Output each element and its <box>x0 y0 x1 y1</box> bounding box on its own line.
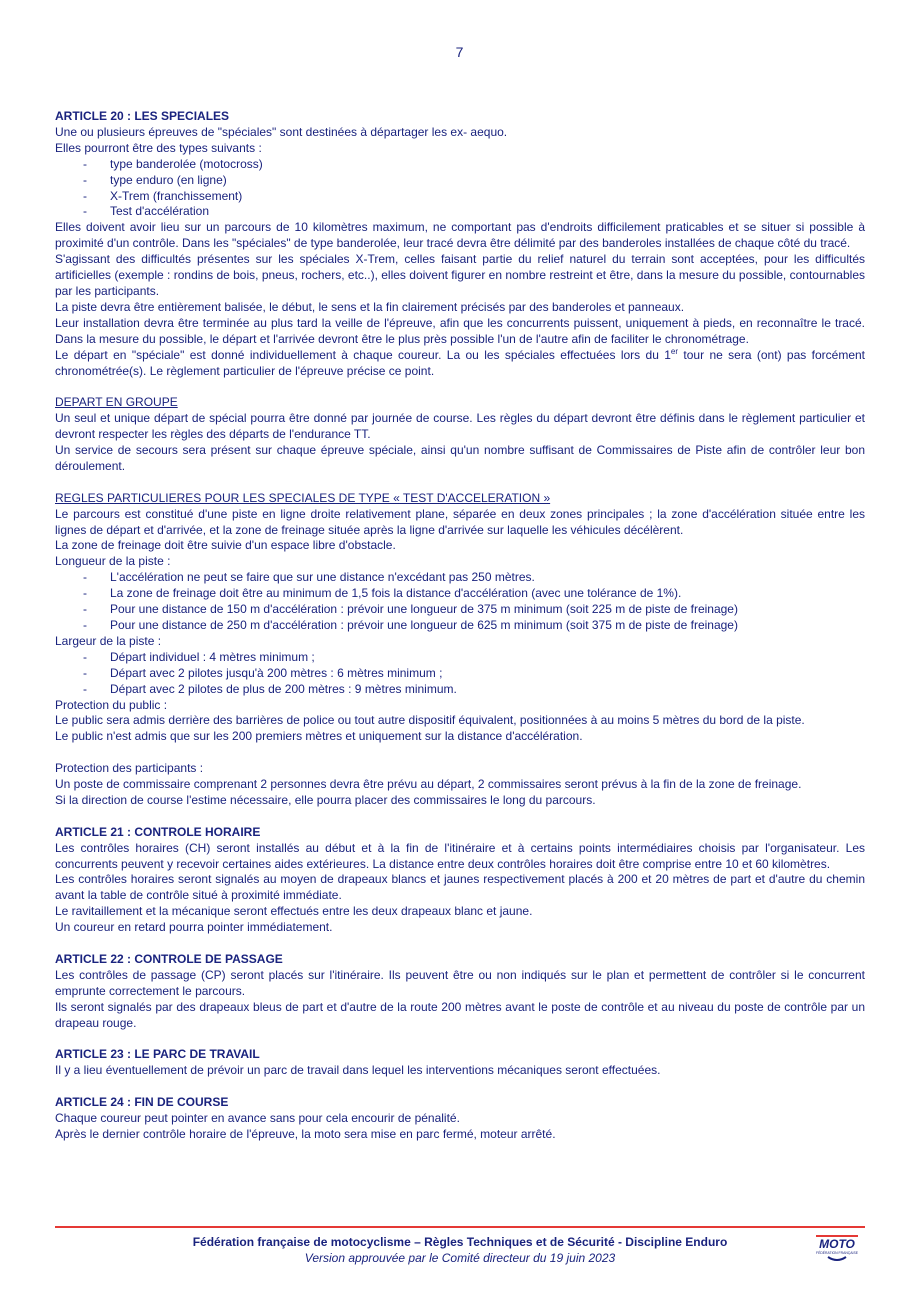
article-24-title: ARTICLE 24 : FIN DE COURSE <box>55 1095 229 1110</box>
article-21-title: ARTICLE 21 : CONTROLE HORAIRE <box>55 824 261 839</box>
largeur-list <box>55 650 865 698</box>
list-item: - L'accélération ne peut se faire que sur une distance n'excédant pas 250 mètres. <box>83 570 535 585</box>
paragraph: Les contrôles horaires seront signalés au moyen de drapeaux blancs et jaunes respectivement placés à 200 et 20 mètres de part et d'autre du chemin avant la table de contrôle situé à proximité immédiate. <box>55 872 865 903</box>
footer-version: Version approuvée par le Comité directeur du 19 juin 2023 <box>304 1251 616 1265</box>
paragraph: S'agissant des difficultés présentes sur les spéciales X-Trem, celles faisant partie du relief naturel du terrain sont acceptées, pour les difficultés artificielles (exemple : rondins de bois, pneus, rochers, etc..), elles doivent figurer en nombre restreint et être, dans la mesure du possible, contournables par les participants. <box>55 252 865 298</box>
list-item: - Départ avec 2 pilotes de plus de 200 mètres : 9 mètres minimum. <box>83 681 457 696</box>
paragraph: Le ravitaillement et la mécanique seront effectués entre les deux drapeaux blanc et jaune. <box>55 904 533 919</box>
regles-test-title: REGLES PARTICULIERES POUR LES SPECIALES DE TYPE « TEST D'ACCELERATION » <box>55 490 551 505</box>
list-item: - Départ individuel : 4 mètres minimum ; <box>83 649 315 664</box>
depart-groupe-title: DEPART EN GROUPE <box>55 395 178 410</box>
paragraph: Un seul et unique départ de spécial pourra être donné par journée de course. Les règles du départ devront être définis dans le règlement particulier et devront respecter les règles des départs de l'endurance TT. <box>55 411 865 442</box>
list-item: - Départ avec 2 pilotes jusqu'à 200 mètres : 6 mètres minimum ; <box>83 665 443 680</box>
paragraph: Si la direction de course l'estime nécessaire, elle pourra placer des commissaires le long du parcours. <box>55 792 596 807</box>
longueur-list <box>55 570 865 634</box>
paragraph: Chaque coureur peut pointer en avance sans pour cela encourir de pénalité. <box>55 1110 460 1125</box>
paragraph: Leur installation devra être terminée au plus tard la veille de l'épreuve, afin que les concurrents puissent, uniquement à pieds, en reconnaître le tracé. Dans la mesure du possible, le départ et l'arrivée devront être le plus près possible l'un de l'autre afin de faciliter le chronométrage. <box>55 315 865 346</box>
paragraph: Une ou plusieurs épreuves de "spéciales" sont destinées à départager les ex- aequo. <box>55 124 508 139</box>
list-item: - Pour une distance de 250 m d'accélération : prévoir une longueur de 625 m minimum (soit 375 m de piste de freinage) <box>83 617 738 632</box>
list-item: - X-Trem (franchissement) <box>83 188 243 203</box>
paragraph: Un coureur en retard pourra pointer immédiatement. <box>55 920 333 935</box>
paragraph: La piste devra être entièrement balisée, le début, le sens et la fin clairement précisés par des banderoles et panneaux. <box>55 299 685 314</box>
paragraph: Le public n'est admis que sur les 200 premiers mètres et uniquement sur la distance d'accélération. <box>55 729 583 744</box>
article-23-title: ARTICLE 23 : LE PARC DE TRAVAIL <box>55 1047 260 1062</box>
document-body <box>55 109 865 1143</box>
article-20-title: ARTICLE 20 : LES SPECIALES <box>55 109 230 123</box>
list-item: - type banderolée (motocross) <box>83 156 263 171</box>
paragraph: Elles doivent avoir lieu sur un parcours de 10 kilomètres maximum, ne comportant pas d'endroits difficilement praticables et se situer si possible à proximité d'un contrôle. Dans les "spéciales" de type banderolée, leur tracé devra être délimité par des banderoles installées de chaque côté du tracé. <box>55 220 865 251</box>
list-item: - Test d'accélération <box>83 204 210 219</box>
paragraph: Le public sera admis derrière des barrières de police ou tout autre dispositif équivalent, positionnées à au moins 5 mètres du bord de la piste. <box>55 713 805 728</box>
footer-title: Fédération française de motocyclisme – Règles Techniques et de Sécurité - Discipline Enduro <box>192 1235 728 1249</box>
svg-text:MOTO: MOTO <box>819 1237 855 1251</box>
page-footer <box>55 1234 865 1266</box>
paragraph: Un poste de commissaire comprenant 2 personnes devra être prévu au départ, 2 commissaires seront prévus à la fin de la zone de freinage. <box>55 777 802 792</box>
footer-divider <box>55 1226 865 1228</box>
paragraph: Protection des participants : <box>55 761 204 776</box>
paragraph: Largeur de la piste : <box>55 633 162 648</box>
list-item: - Pour une distance de 150 m d'accélération : prévoir une longueur de 375 m minimum (soit 225 m de piste de freinage) <box>83 602 738 617</box>
ffm-logo <box>812 1232 862 1266</box>
paragraph: Le départ en "spéciale" est donné individuellement à chaque coureur. La ou les spéciales effectuées lors du 1er tour ne sera (ont) pas forcément chronométrée(s). Le règlement particulier de l'épreuve précise ce point. <box>55 346 865 378</box>
paragraph: Ils seront signalés par des drapeaux bleus de part et d'autre de la route 200 mètres avant le poste de contrôle et au niveau du poste de contrôle par un drapeau rouge. <box>55 999 865 1030</box>
paragraph: Un service de secours sera présent sur chaque épreuve spéciale, ainsi qu'un nombre suffisant de Commissaires de Piste afin de contrôler leur bon déroulement. <box>55 443 865 473</box>
page-number: 7 <box>455 44 464 60</box>
paragraph: Les contrôles de passage (CP) seront placés sur l'itinéraire. Ils peuvent être ou non indiqués sur le plan et permettent de contrôler si le concurrent emprunte correctement le parcours. <box>55 967 865 998</box>
paragraph: Après le dernier contrôle horaire de l'épreuve, la moto sera mise en parc fermé, moteur arrêté. <box>55 1126 556 1141</box>
paragraph: Il y a lieu éventuellement de prévoir un parc de travail dans lequel les interventions mécaniques seront effectuées. <box>55 1063 661 1078</box>
paragraph: Protection du public : <box>55 697 168 712</box>
list-item: - La zone de freinage doit être au minimum de 1,5 fois la distance d'accélération (avec une tolérance de 1%). <box>83 586 682 601</box>
types-list <box>55 157 865 221</box>
paragraph: Les contrôles horaires (CH) seront installés au début et à la fin de l'itinéraire et à certains points intermédiaires choisis par l'organisateur. Les concurrents peuvent y recevoir certaines aides extérieures. La distance entre deux contrôles horaires doit être comprise entre 10 et 60 kilomètres. <box>55 840 865 871</box>
paragraph: Longueur de la piste : <box>55 554 171 569</box>
svg-text:FÉDÉRATION FRANÇAISE: FÉDÉRATION FRANÇAISE <box>816 1251 858 1255</box>
paragraph: La zone de freinage doit être suivie d'un espace libre d'obstacle. <box>55 538 396 553</box>
list-item: - type enduro (en ligne) <box>83 172 227 187</box>
paragraph: Elles pourront être des types suivants : <box>55 140 262 155</box>
paragraph: Le parcours est constitué d'une piste en ligne droite relativement plane, séparée en deux zones principales ; la zone d'accélération située entre les lignes de départ et d'arrivée, et la zone de freinage située après la ligne d'arrivée sur laquelle les véhicules décélèrent. <box>55 506 865 537</box>
article-22-title: ARTICLE 22 : CONTROLE DE PASSAGE <box>55 951 283 966</box>
